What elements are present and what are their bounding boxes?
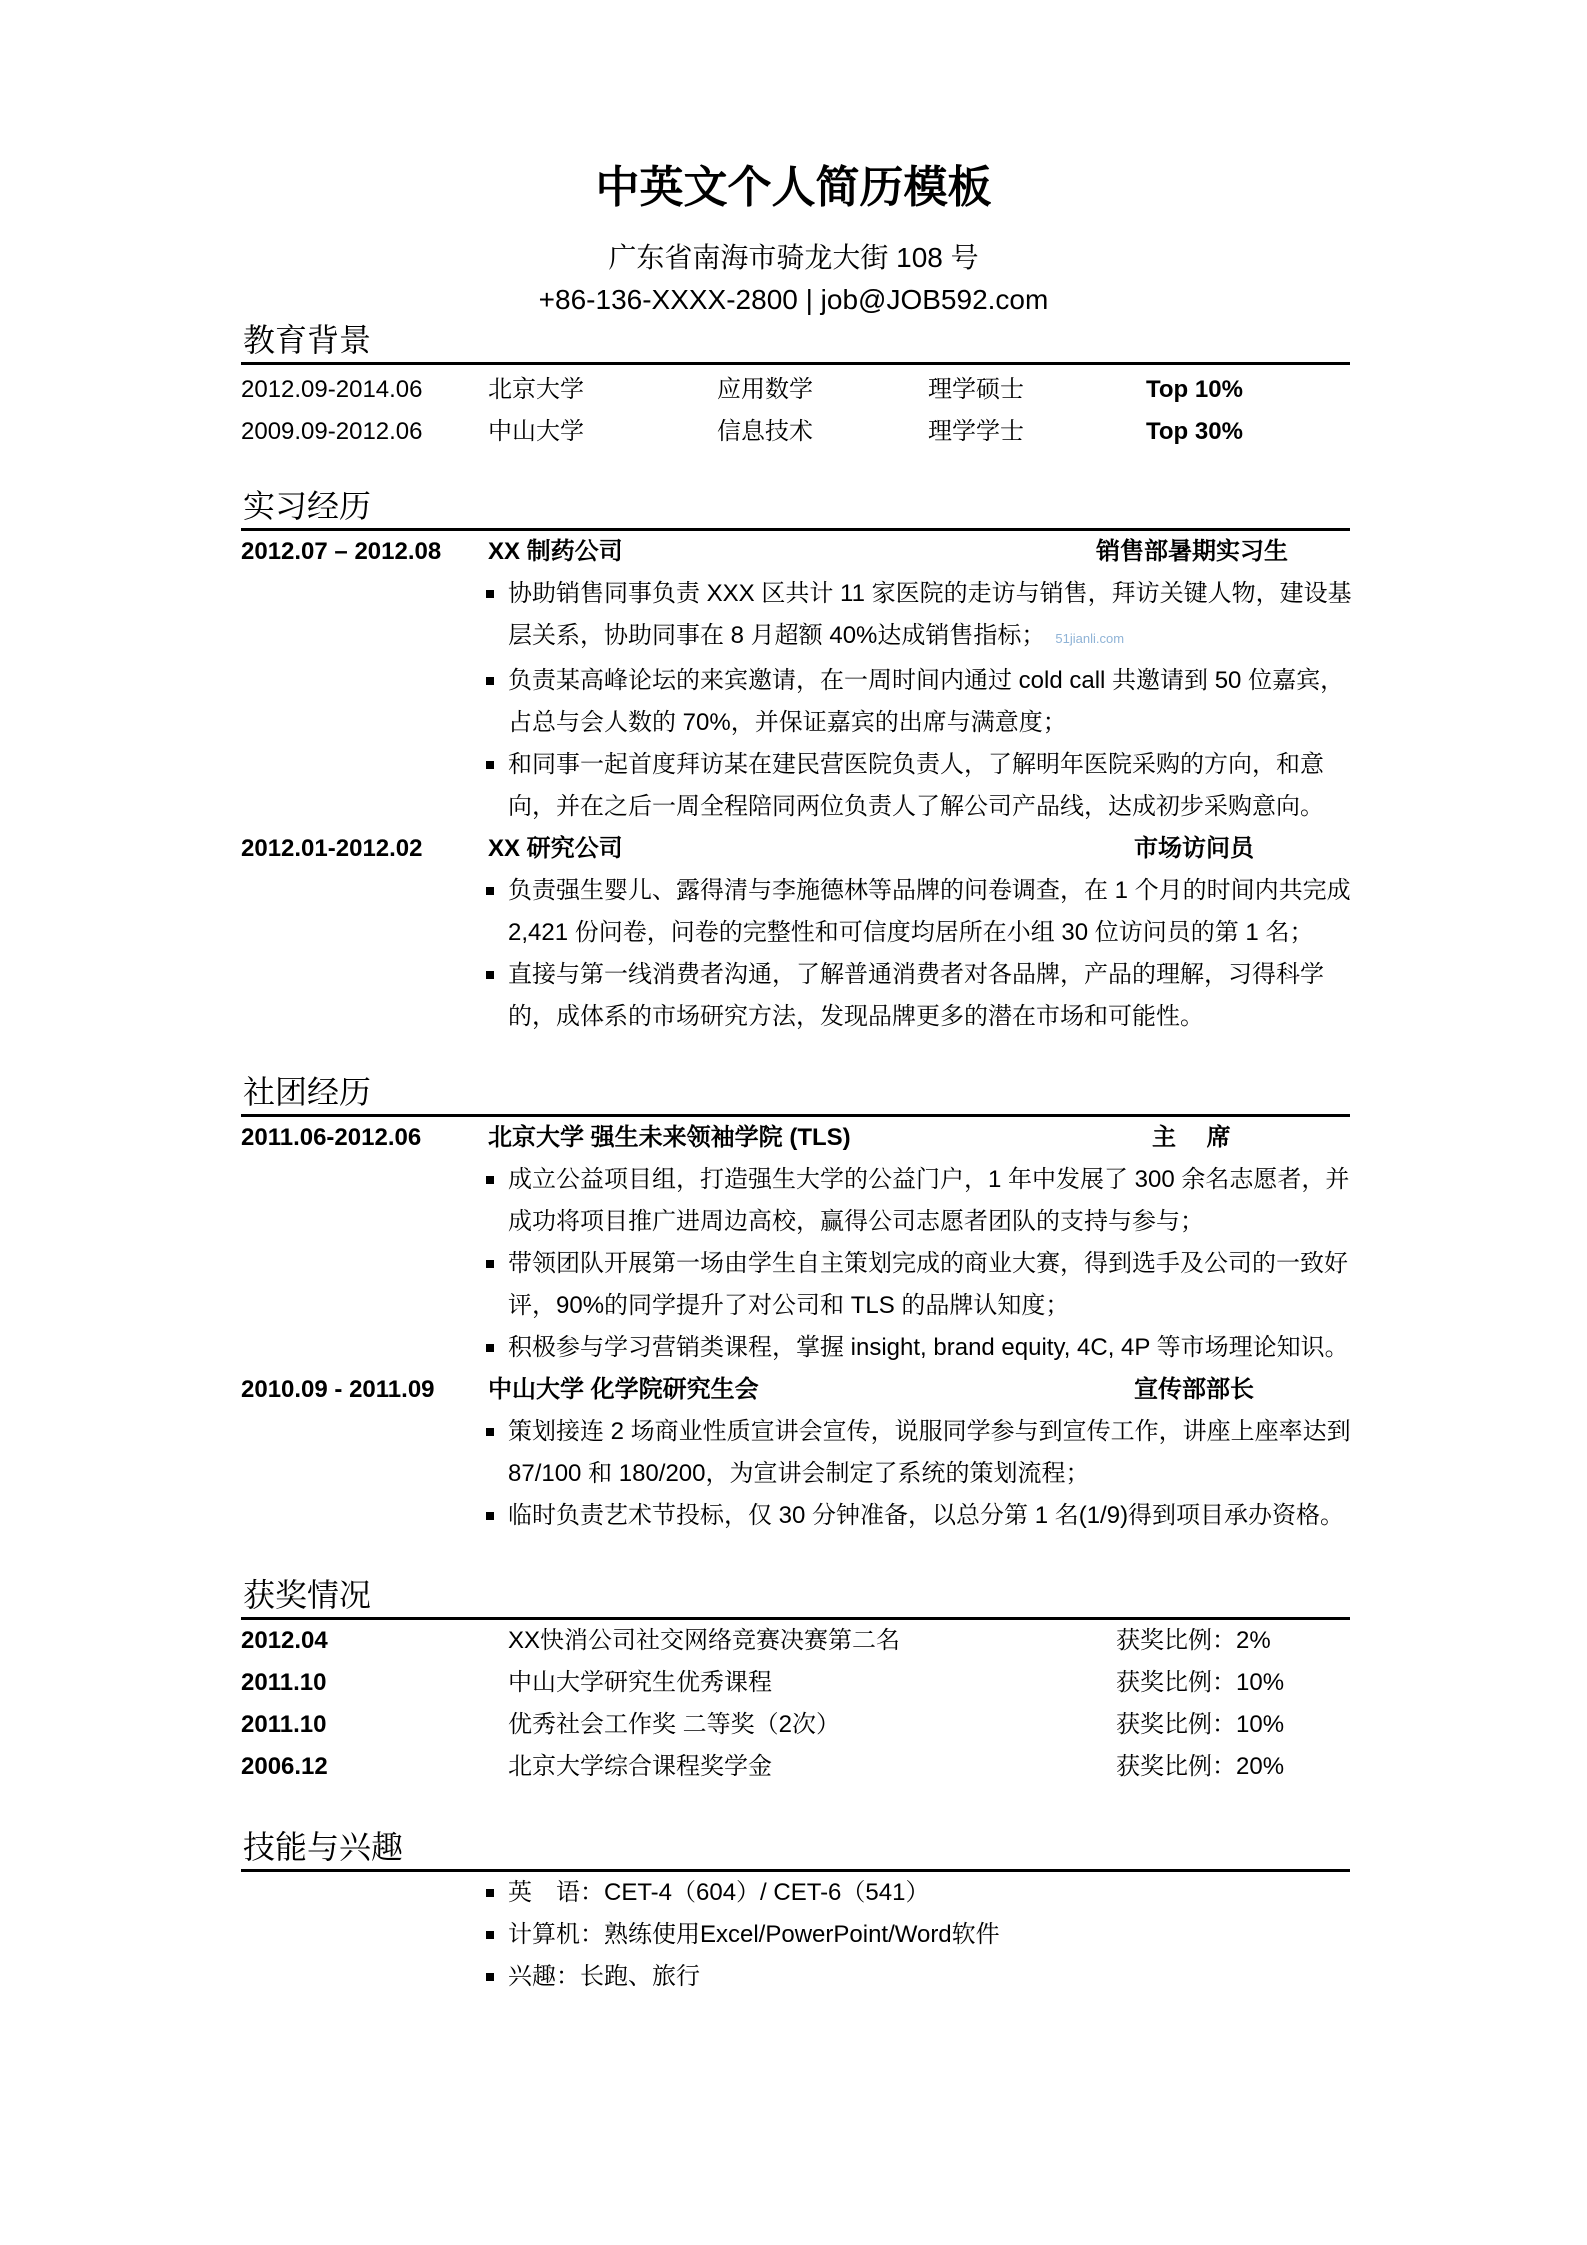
bullet-item (241, 660, 1350, 744)
bullet-text: 成立公益项目组，打造强生大学的公益门户，1 年中发展了 300 余名志愿者，并成功将项目推广进周边高校，赢得公司志愿者团队的支持与参与； (508, 1166, 1350, 1235)
bullet-text: 直接与第一线消费者沟通，了解普通消费者对各品牌，产品的理解，习得科学的，成体系的市场研究方法，发现品牌更多的潜在市场和可能性。 (508, 961, 1324, 1030)
entry-header (241, 531, 1350, 573)
awards-section (241, 1573, 1350, 1788)
education-section (241, 318, 1350, 453)
section-title-awards: 获奖情况 (241, 1573, 1350, 1620)
award-name: 中山大学研究生优秀课程 (508, 1669, 772, 1696)
edu-degree: 理学硕士 (928, 376, 1024, 403)
edu-degree: 理学学士 (928, 418, 1024, 445)
award-name: 优秀社会工作奖 二等奖（2次） (508, 1711, 841, 1738)
skill-text: 英 语：CET-4（604）/ CET-6（541） (508, 1879, 930, 1906)
bullet-item (241, 573, 1350, 660)
award-ratio: 获奖比例：10% (1116, 1669, 1285, 1696)
skill-text: 兴趣：长跑、旅行 (508, 1963, 700, 1990)
entry-org: 北京大学 强生未来领袖学院 (TLS) (488, 1124, 851, 1151)
edu-major: 信息技术 (717, 418, 813, 445)
internship-section (241, 484, 1350, 1038)
bullet-item (241, 1872, 1350, 1914)
award-name: XX快消公司社交网络竞赛决赛第二名 (508, 1627, 901, 1654)
bullet-icon (486, 677, 494, 685)
bullet-item (241, 744, 1350, 828)
bullet-icon (486, 761, 494, 769)
club-section (241, 1070, 1350, 1537)
entry-period: 2011.06-2012.06 (241, 1124, 422, 1151)
bullet-icon (486, 1889, 494, 1897)
section-title-club: 社团经历 (241, 1070, 1350, 1117)
education-row (241, 369, 1350, 411)
section-title-education: 教育背景 (241, 318, 1350, 365)
edu-school: 北京大学 (488, 376, 584, 403)
award-ratio: 获奖比例：20% (1116, 1753, 1285, 1780)
bullet-icon (486, 1512, 494, 1520)
entry-period: 2010.09 - 2011.09 (241, 1376, 435, 1403)
bullet-text: 负责强生婴儿、露得清与李施德林等品牌的问卷调查，在 1 个月的时间内共完成 2,421 份问卷，问卷的完整性和可信度均居所在小组 30 位访问员的第 1 名； (508, 877, 1351, 946)
bullet-icon (486, 1973, 494, 1981)
skill-text: 计算机：熟练使用Excel/PowerPoint/Word软件 (508, 1921, 1000, 1948)
address: 广东省南海市骑龙大街 108 号 (608, 242, 979, 273)
entry-header (241, 1117, 1350, 1159)
watermark: 51jianli.com (1055, 631, 1125, 646)
bullet-item (241, 1327, 1350, 1369)
entry-period: 2012.07 – 2012.08 (241, 538, 442, 565)
entry-org: XX 制药公司 (488, 538, 623, 565)
section-title-skills: 技能与兴趣 (241, 1825, 1350, 1872)
award-ratio: 获奖比例：10% (1116, 1711, 1285, 1738)
bullet-text: 积极参与学习营销类课程，掌握 insight, brand equity, 4C, 4P 等市场理论知识。 (508, 1334, 1349, 1361)
bullet-icon (486, 1176, 494, 1184)
entry-role: 销售部暑期实习生 (1096, 538, 1288, 565)
award-row (241, 1746, 1350, 1788)
bullet-item (241, 1956, 1350, 1998)
bullet-item (241, 1495, 1350, 1537)
resume-title: 中英文个人简历模板 (595, 162, 992, 213)
entry-role: 市场访问员 (1134, 835, 1254, 862)
bullet-icon (486, 1344, 494, 1352)
award-date: 2011.10 (241, 1669, 327, 1696)
award-date: 2006.12 (241, 1753, 328, 1780)
award-name: 北京大学综合课程奖学金 (508, 1753, 772, 1780)
entry-header (241, 828, 1350, 870)
award-row (241, 1662, 1350, 1704)
bullet-icon (486, 1428, 494, 1436)
bullet-item (241, 1914, 1350, 1956)
entry-org: XX 研究公司 (488, 835, 623, 862)
edu-major: 应用数学 (717, 376, 813, 403)
bullet-item (241, 1411, 1350, 1495)
bullet-icon (486, 590, 494, 598)
award-row (241, 1620, 1350, 1662)
bullet-icon (486, 1260, 494, 1268)
bullet-item (241, 1159, 1350, 1243)
bullet-text: 临时负责艺术节投标，仅 30 分钟准备，以总分第 1 名(1/9)得到项目承办资格。 (508, 1502, 1345, 1529)
education-row (241, 411, 1350, 453)
edu-rank: Top 10% (1146, 376, 1243, 403)
contact-info: +86-136-XXXX-2800 | job@JOB592.com (538, 284, 1049, 315)
award-ratio: 获奖比例：2% (1116, 1627, 1271, 1654)
entry-period: 2012.01-2012.02 (241, 835, 423, 862)
edu-period: 2009.09-2012.06 (241, 418, 423, 445)
bullet-icon (486, 971, 494, 979)
section-title-internship: 实习经历 (241, 484, 1350, 531)
edu-rank: Top 30% (1146, 418, 1243, 445)
bullet-icon (486, 887, 494, 895)
entry-header (241, 1369, 1350, 1411)
entry-org: 中山大学 化学院研究生会 (488, 1376, 759, 1403)
bullet-item (241, 1243, 1350, 1327)
bullet-icon (486, 1931, 494, 1939)
award-row (241, 1704, 1350, 1746)
award-date: 2012.04 (241, 1627, 328, 1654)
edu-period: 2012.09-2014.06 (241, 376, 423, 403)
skills-section (241, 1825, 1350, 1998)
bullet-text: 和同事一起首度拜访某在建民营医院负责人，了解明年医院采购的方向，和意向，并在之后一周全程陪同两位负责人了解公司产品线，达成初步采购意向。 (508, 751, 1324, 820)
bullet-text: 带领团队开展第一场由学生自主策划完成的商业大赛，得到选手及公司的一致好评，90%的同学提升了对公司和 TLS 的品牌认知度； (508, 1250, 1348, 1319)
bullet-text: 协助销售同事负责 XXX 区共计 11 家医院的走访与销售，拜访关键人物，建设基层关系，协助同事在 8 月超额 40%达成销售指标； (508, 580, 1352, 649)
bullet-text: 策划接连 2 场商业性质宣讲会宣传，说服同学参与到宣传工作，讲座上座率达到 87/100 和 180/200，为宣讲会制定了系统的策划流程； (508, 1418, 1351, 1487)
bullet-text: 负责某高峰论坛的来宾邀请，在一周时间内通过 cold call 共邀请到 50 位嘉宾，占总与会人数的 70%，并保证嘉宾的出席与满意度； (508, 667, 1345, 736)
bullet-item (241, 954, 1350, 1038)
entry-role: 宣传部部长 (1134, 1376, 1254, 1403)
entry-role: 主 席 (1152, 1124, 1231, 1151)
edu-school: 中山大学 (488, 418, 584, 445)
bullet-item (241, 870, 1350, 954)
award-date: 2011.10 (241, 1711, 327, 1738)
